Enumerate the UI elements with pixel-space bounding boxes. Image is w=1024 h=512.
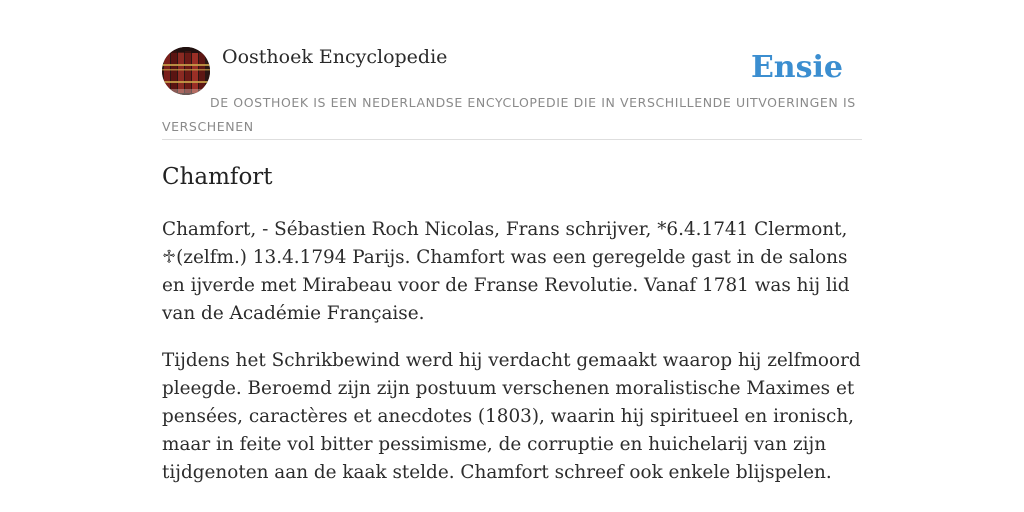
site-header: [162, 0, 862, 140]
site-tagline: DE OOSTHOEK IS EEN NEDERLANDSE ENCYCLOPEDIE DIE IN VERSCHILLENDE UITVOERINGEN IS VERSCHENEN: [162, 95, 856, 134]
article-paragraph: Tijdens het Schrikbewind werd hij verdacht gemaakt waarop hij zelfmoord pleegde. Beroemd zijn zijn postuum verschenen moralistische Maximes et pensées, caractères et anecdotes (1803), waarin hij spiritueel en ironisch, maar in feite vol bitter pessimisme, de corruptie en huichelarij van zijn tijdgenoten aan de kaak stelde. Chamfort schreef ook enkele blijspelen.: [162, 350, 861, 483]
book-spines-icon[interactable]: [162, 47, 210, 95]
site-name[interactable]: Oosthoek Encyclopedie: [222, 46, 448, 68]
ensie-logo-link[interactable]: Ensie: [750, 50, 843, 85]
page: [162, 0, 862, 483]
page-title: Chamfort: [162, 164, 273, 190]
article-paragraph: Chamfort, - Sébastien Roch Nicolas, Frans schrijver, *6.4.1741 Clermont, ♱(zelfm.) 13.4.1794 Parijs. Chamfort was een geregelde gast in de salons en ijverde met Mirabeau voor de Franse Revolutie. Vanaf 1781 was hij lid van de Académie Française.: [162, 219, 850, 324]
article-body: [162, 216, 862, 506]
